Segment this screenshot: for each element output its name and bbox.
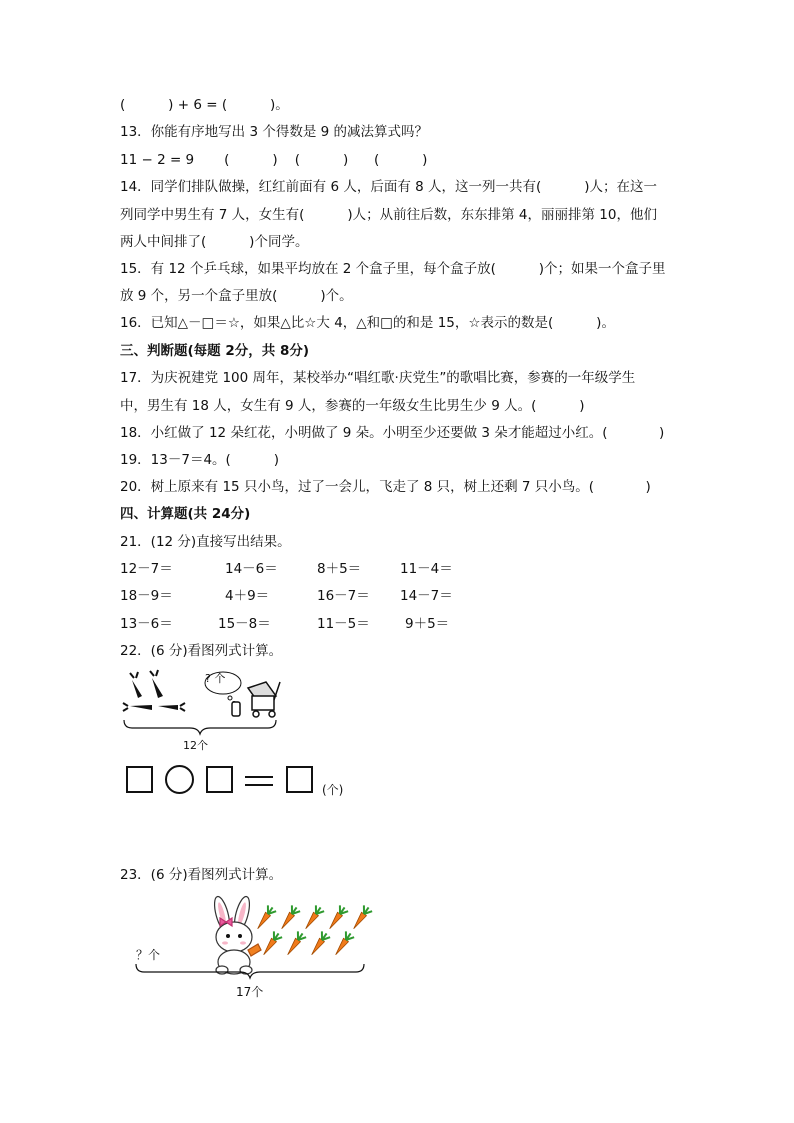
- carrot-icon: [278, 905, 301, 932]
- q23-total-label: 17个: [236, 985, 264, 999]
- answer-box-3[interactable]: [286, 766, 313, 793]
- q22-bubble-text: ? 个: [205, 672, 226, 685]
- calc-item: 12－7＝: [120, 561, 173, 577]
- q13-text: 13．你能有序地写出 3 个得数是 9 的减法算式吗？: [120, 124, 429, 140]
- calc-item: 15－8＝: [218, 616, 271, 632]
- calc-item: 4＋9＝: [225, 588, 270, 604]
- carrot-icon: [350, 905, 373, 932]
- calc-item: 14－7＝: [400, 588, 453, 604]
- q19-text: 19．13－7＝4。( ): [120, 452, 279, 468]
- q17-line2: 中，男生有 18 人，女生有 9 人，参赛的一年级女生比男生少 9 人。( ): [120, 398, 585, 414]
- equals-sign: [245, 776, 273, 786]
- q22-text: 22．(6 分)看图列式计算。: [120, 643, 283, 659]
- carrot-icon: [260, 931, 283, 958]
- answer-box-2[interactable]: [206, 766, 233, 793]
- carrot-icon: [332, 931, 355, 958]
- q23-figure: [130, 892, 400, 1002]
- carrot-icon: [284, 931, 307, 958]
- carrot-icon: [150, 670, 163, 698]
- q21-text: 21．(12 分)直接写出结果。: [120, 534, 291, 550]
- carrot-icon: [130, 672, 142, 698]
- operator-circle[interactable]: [165, 765, 194, 794]
- q16-text: 16．已知△－□＝☆，如果△比☆大 4，△和□的和是 15，☆表示的数是( )。: [120, 315, 615, 331]
- q17-line1: 17．为庆祝建党 100 周年，某校举办“唱红歌·庆党生”的歌唱比赛，参赛的一年级学生: [120, 370, 636, 386]
- carrot-group: [254, 905, 373, 958]
- q18-text: 18．小红做了 12 朵红花，小明做了 9 朵。小明至少还要做 3 朵才能超过小红。( ): [120, 425, 665, 441]
- q14-line1: 14．同学们排队做操，红红前面有 6 人，后面有 8 人，这一列一共有( )人；在这一: [120, 179, 657, 195]
- answer-box-1[interactable]: [126, 766, 153, 793]
- calc-item: 11－4＝: [400, 561, 453, 577]
- calc-item: 18－9＝: [120, 588, 173, 604]
- section-3-heading: 三、判断题(每题 2分，共 8分): [120, 343, 310, 359]
- rabbit-icon: [212, 895, 261, 974]
- section-4-heading: 四、计算题(共 24分): [120, 506, 251, 522]
- q14-line2: 列同学中男生有 7 人，女生有( )人；从前往后数，东东排第 4，丽丽排第 10，他们: [120, 207, 657, 223]
- q22-total-label: 12个: [183, 739, 208, 752]
- q13-answer-line: 11 − 2 = 9 ( ) ( ) ( ): [120, 152, 428, 168]
- q14-line3: 两人中间排了( )个同学。: [120, 234, 309, 250]
- carrot-icon: [158, 703, 185, 711]
- q23-unknown-label: ？个: [136, 948, 161, 962]
- brace-bracket: [124, 720, 276, 734]
- calc-item: 9＋5＝: [405, 616, 450, 632]
- carrot-icon: [308, 931, 331, 958]
- carrot-icon: [302, 905, 325, 932]
- carrot-icon: [254, 905, 277, 932]
- q15-line1: 15．有 12 个乒乓球，如果平均放在 2 个盒子里，每个盒子放( )个；如果一个盒子里: [120, 261, 666, 277]
- calc-item: 11－5＝: [317, 616, 370, 632]
- calc-item: 14－6＝: [225, 561, 278, 577]
- carrot-icon: [326, 905, 349, 932]
- q15-line2: 放 9 个，另一个盒子里放( )个。: [120, 288, 353, 304]
- calc-item: 13－6＝: [120, 616, 173, 632]
- q23-text: 23．(6 分)看图列式计算。: [120, 867, 283, 883]
- calc-item: 16－7＝: [317, 588, 370, 604]
- q20-text: 20．树上原来有 15 只小鸟，过了一会儿，飞走了 8 只，树上还剩 7 只小鸟。( ): [120, 479, 651, 495]
- unit-label: (个): [322, 783, 344, 797]
- q12-tail: ( ) + 6 = ( )。: [120, 97, 289, 113]
- carrot-icon: [123, 703, 152, 711]
- calc-item: 8＋5＝: [317, 561, 362, 577]
